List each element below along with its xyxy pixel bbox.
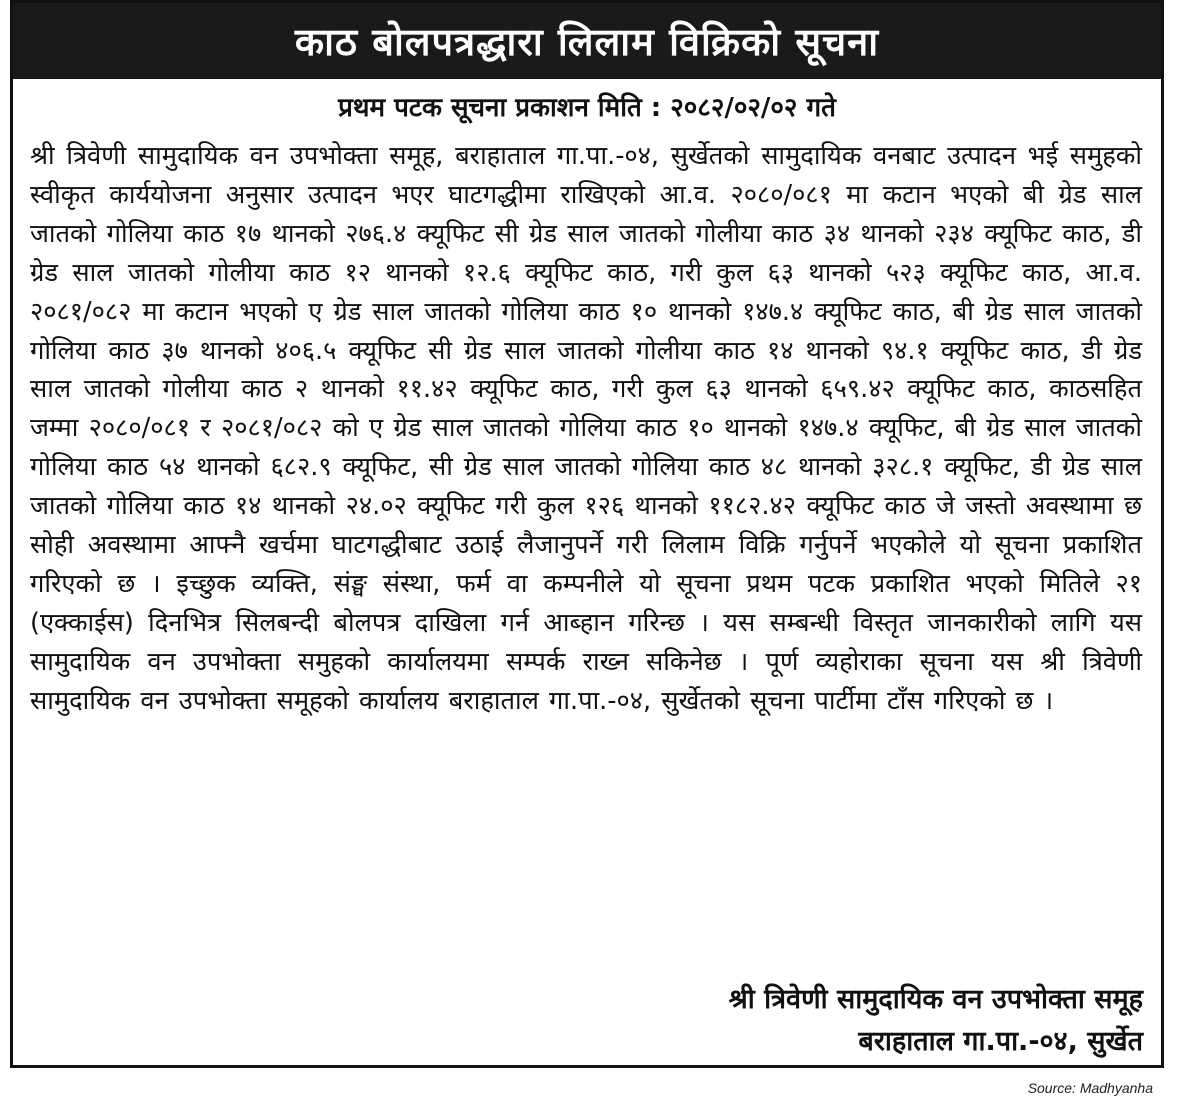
signature-block [729, 979, 1143, 1063]
publication-date-line: प्रथम पटक सूचना प्रकाशन मिति : २०८२/०२/०२ गते [338, 93, 836, 123]
signature-address: बराहाताल गा.पा.-०४, सुर्खेत [858, 1026, 1143, 1057]
notice-body: श्री त्रिवेणी सामुदायिक वन उपभोक्ता समूह, बराहाताल गा.पा.-०४, सुर्खेतको सामुदायिक वनबाट उत्पादन भई समुहको स्वीकृत कार्ययोजना अनुसार उत्पादन भएर घाटगद्धीमा राखिएको आ.व. २०८०/०८१ मा कटान भएको बी ग्रेड साल जातको गोलिया काठ १७ थानको २७६.४ क्यूफिट सी ग्रेड साल जातको गोलीया काठ ३४ थानको २३४ क्यूफिट काठ, डी ग्रेड साल जातको गोलीया काठ १२ थानको १२.६ क्यूफिट काठ, गरी कुल ६३ थानको ५२३ क्यूफिट काठ, आ.व. २०८१/०८२ मा कटान भएको ए ग्रेड साल जातको गोलिया काठ १० थानको १४७.४ क्यूफिट काठ, बी ग्रेड साल जातको गोलिया काठ ३७ थानको ४०६.५ क्यूफिट सी ग्रेड साल जातको गोलीया काठ १४ थानको ९४.१ क्यूफिट काठ, डी ग्रेड साल जातको गोलीया काठ २ थानको ११.४२ क्यूफिट काठ, गरी कुल ६३ थानको ६५९.४२ क्यूफिट काठ, काठसहित जम्मा २०८०/०८१ र २०८१/०८२ को ए ग्रेड साल जातको गोलिया काठ १० थानको १४७.४ क्यूफिट, बी ग्रेड साल जातको गोलिया काठ ५४ थानको ६८२.९ क्यूफिट, सी ग्रेड साल जातको गोलिया काठ ४८ थानको ३२८.१ क्यूफिट, डी ग्रेड साल जातको गोलिया काठ १४ थानको २४.०२ क्यूफिट गरी कुल १२६ थानको ११८२.४२ क्यूफिट काठ जे जस्तो अवस्थामा छ सोही अवस्थामा आफ्नै खर्चमा घाटगद्धीबाट उठाई लैजानुपर्ने गरी लिलाम विक्रि गर्नुपर्ने भएकोले यो सूचना प्रकाशित गरिएको छ । इच्छुक व्यक्ति, संङ्घ संस्था, फर्म वा कम्पनीले यो सूचना प्रथम पटक प्रकाशित भएको मितिले २१ (एक्काईस) दिनभित्र सिलबन्दी बोलपत्र दाखिला गर्न आब्हान गरिन्छ । यस सम्बन्धी विस्तृत जानकारीको लागि यस सामुदायिक वन उपभोक्ता समुहको कार्यालयमा सम्पर्क राख्न सकिनेछ । पूर्ण व्यहोराका सूचना यस श्री त्रिवेणी सामुदायिक वन उपभोक्ता समूहको कार्यालय बराहाताल गा.पा.-०४, सुर्खेतको सूचना पार्टीमा टाँस गरिएको छ । [30, 141, 1142, 716]
notice-frame [10, 0, 1164, 1068]
notice-title: काठ बोलपत्रद्धारा लिलाम विक्रिको सूचना [294, 20, 880, 64]
signature-organization: श्री त्रिवेणी सामुदायिक वन उपभोक्ता समूह [728, 984, 1143, 1015]
title-bar [13, 3, 1161, 79]
source-credit: Source: Madhyanha [1027, 1080, 1153, 1096]
